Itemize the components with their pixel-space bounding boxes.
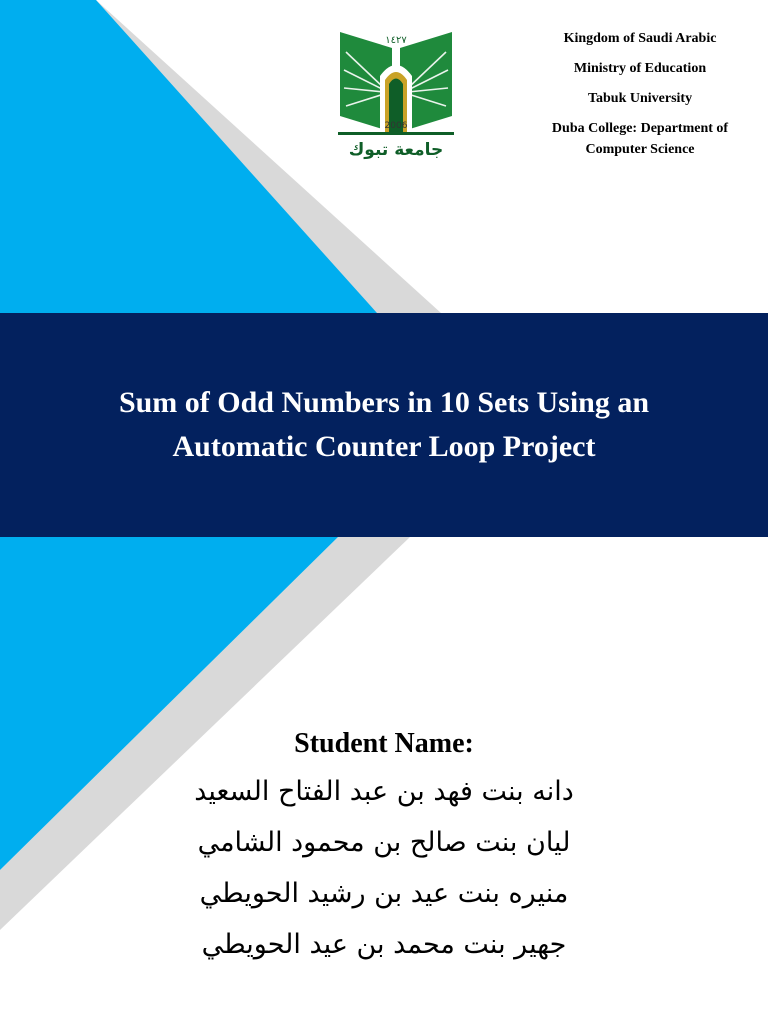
student-name: دانه بنت فهد بن عبد الفتاح السعيد — [194, 776, 574, 807]
student-name-label: Student Name: — [294, 728, 474, 759]
title-band — [0, 313, 768, 537]
institution-college: Duba College: Department of Computer Science — [551, 121, 729, 157]
students-section — [0, 722, 768, 970]
logo-university-name: جامعة تبوك — [348, 140, 444, 160]
logo-year: 2006 — [384, 121, 408, 131]
project-title: Sum of Odd Numbers in 10 Sets Using an Automatic Counter Loop Project — [118, 386, 650, 463]
institution-block — [530, 28, 750, 169]
logo-year-hijri: ١٤٢٧ — [385, 35, 407, 46]
institution-university: Tabuk University — [587, 91, 693, 106]
student-name: منيره بنت عيد بن رشيد الحويطي — [199, 878, 569, 909]
blue-triangle-top — [0, 0, 377, 313]
university-logo — [336, 24, 456, 164]
student-name: جهير بنت محمد بن عيد الحويطي — [201, 929, 567, 960]
tabuk-university-emblem — [336, 24, 456, 164]
institution-kingdom: Kingdom of Saudi Arabic — [563, 31, 717, 46]
institution-ministry: Ministry of Education — [573, 61, 707, 76]
student-name: ليان بنت صالح بن محمود الشامي — [197, 827, 571, 858]
